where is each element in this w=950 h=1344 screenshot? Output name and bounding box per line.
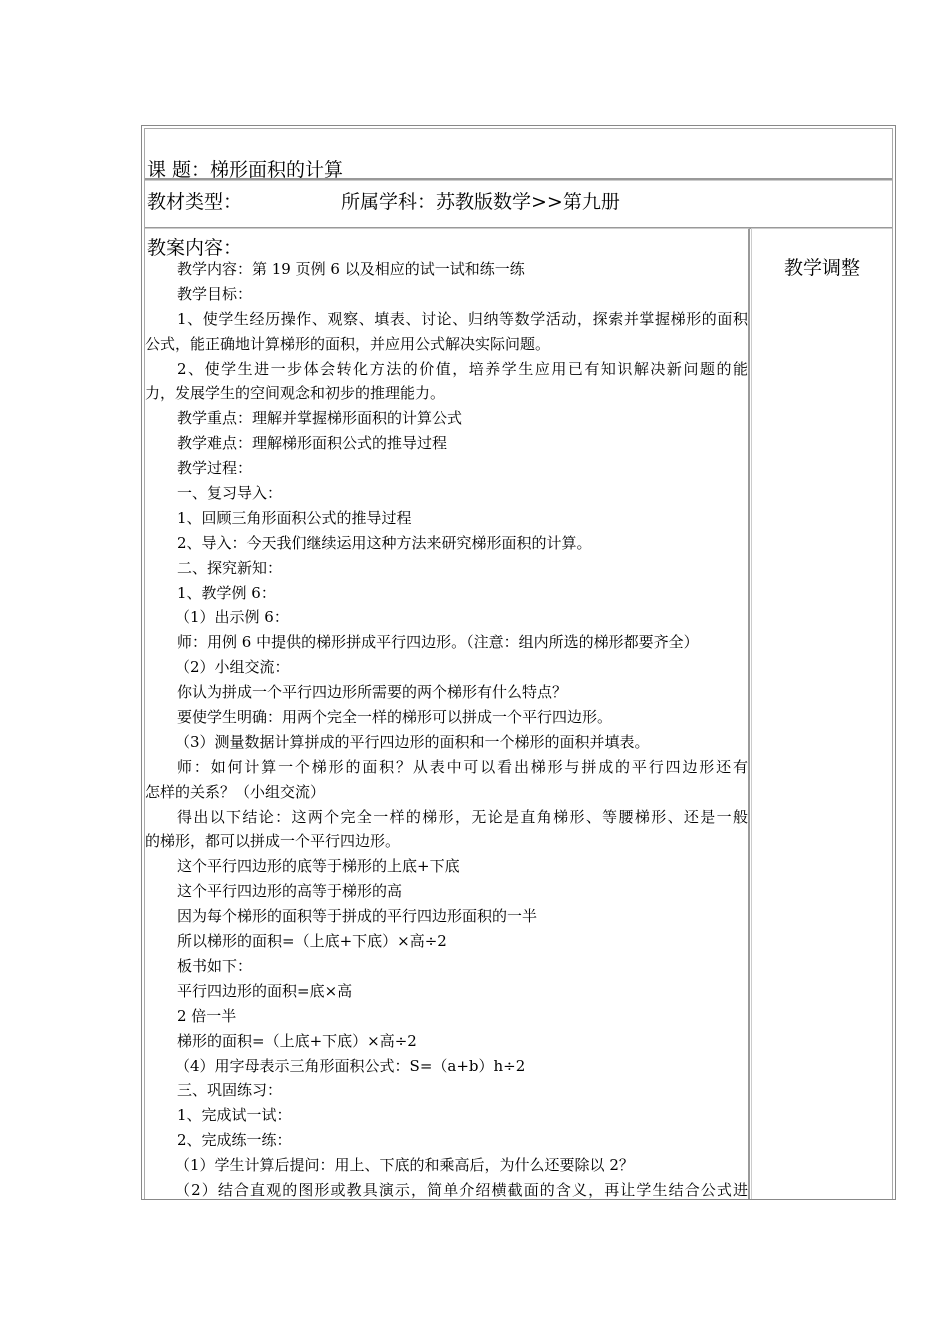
- content-heading: 教案内容：: [147, 237, 243, 259]
- content-line: 要使学生明确：用两个完全一样的梯形可以拼成一个平行四边形。: [177, 708, 613, 727]
- content-line: 所以梯形的面积=（上底+下底）×高÷2: [177, 932, 447, 951]
- content-line: 力，发展学生的空间观念和初步的推理能力。: [145, 384, 446, 403]
- content-line: 2、使学生进一步体会转化方法的价值，培养学生应用已有知识解决新问题的能: [177, 359, 748, 378]
- content-line: 2 倍一半: [177, 1006, 237, 1025]
- adjustment-heading: 教学调整: [783, 257, 860, 279]
- content-line: （4）用字母表示三角形面积公式：S=（a+b）h÷2: [175, 1056, 526, 1075]
- subject-label: 所属学科：苏教版数学>>第九册: [341, 191, 620, 213]
- content-line: 1、教学例 6：: [177, 583, 276, 602]
- content-line: 教学目标：: [177, 284, 253, 303]
- content-cell: [145, 228, 750, 1199]
- content-line: 的梯形，都可以拼成一个平行四边形。: [145, 832, 401, 851]
- content-lines: [145, 257, 748, 1199]
- content-line: 2、完成练一练：: [177, 1131, 292, 1150]
- content-line: 得出以下结论：这两个完全一样的梯形，无论是直角梯形、等腰梯形、还是一般: [177, 807, 748, 826]
- content-line: 教学重点：理解并掌握梯形面积的计算公式: [177, 409, 463, 428]
- lesson-plan-table: [141, 125, 896, 1200]
- content-line: 教学内容：第 19 页例 6 以及相应的试一试和练一练: [177, 260, 525, 278]
- content-line: （2）结合直观的图形或教具演示，简单介绍横截面的含义，再让学生结合公式进: [175, 1180, 748, 1199]
- title-row: [145, 129, 892, 180]
- content-line: 怎样的关系？（小组交流）: [145, 782, 326, 801]
- content-line: 2、导入：今天我们继续运用这种方法来研究梯形面积的计算。: [177, 533, 592, 552]
- content-line: 平行四边形的面积=底×高: [177, 981, 353, 1000]
- content-line: （2）小组交流：: [175, 658, 290, 677]
- content-line: （1）出示例 6：: [175, 608, 289, 627]
- adjustment-cell: [751, 228, 892, 1199]
- content-line: 三、巩固练习：: [177, 1081, 283, 1100]
- table-inner-frame: [144, 128, 893, 1199]
- content-line: 这个平行四边形的高等于梯形的高: [177, 882, 403, 901]
- material-type-label: 教材类型：: [147, 191, 243, 213]
- content-line: 教学难点：理解梯形面积公式的推导过程: [177, 434, 448, 453]
- content-line: 你认为拼成一个平行四边形所需要的两个梯形有什么特点？: [177, 683, 568, 702]
- content-line: 教学过程：: [177, 459, 253, 478]
- content-line: 师：用例 6 中提供的梯形拼成平行四边形。（注意：组内所选的梯形都要齐全）: [177, 633, 699, 652]
- lesson-title: 课 题：梯形面积的计算: [147, 159, 344, 181]
- content-line: 1、完成试一试：: [177, 1106, 292, 1125]
- content-line: 因为每个梯形的面积等于拼成的平行四边形面积的一半: [177, 907, 538, 926]
- content-line: 梯形的面积=（上底+下底）×高÷2: [177, 1031, 417, 1050]
- content-line: 这个平行四边形的底等于梯形的上底+下底: [177, 857, 460, 876]
- content-line: 1、使学生经历操作、观察、填表、讨论、归纳等数学活动，探索并掌握梯形的面积: [177, 309, 748, 328]
- content-line: 一、复习导入：: [177, 484, 283, 503]
- content-line: 1、回顾三角形面积公式的推导过程: [177, 508, 412, 527]
- content-line: 公式，能正确地计算梯形的面积，并应用公式解决实际问题。: [145, 334, 551, 353]
- meta-row: [145, 180, 892, 229]
- content-line: 板书如下：: [177, 956, 253, 975]
- content-line: （3）测量数据计算拼成的平行四边形的面积和一个梯形的面积并填表。: [175, 732, 650, 751]
- content-line: 二、探究新知：: [177, 558, 283, 577]
- content-line: （1）学生计算后提问：用上、下底的和乘高后，为什么还要除以 2？: [175, 1156, 634, 1175]
- content-line: 师：如何计算一个梯形的面积？从表中可以看出梯形与拼成的平行四边形还有: [177, 757, 748, 776]
